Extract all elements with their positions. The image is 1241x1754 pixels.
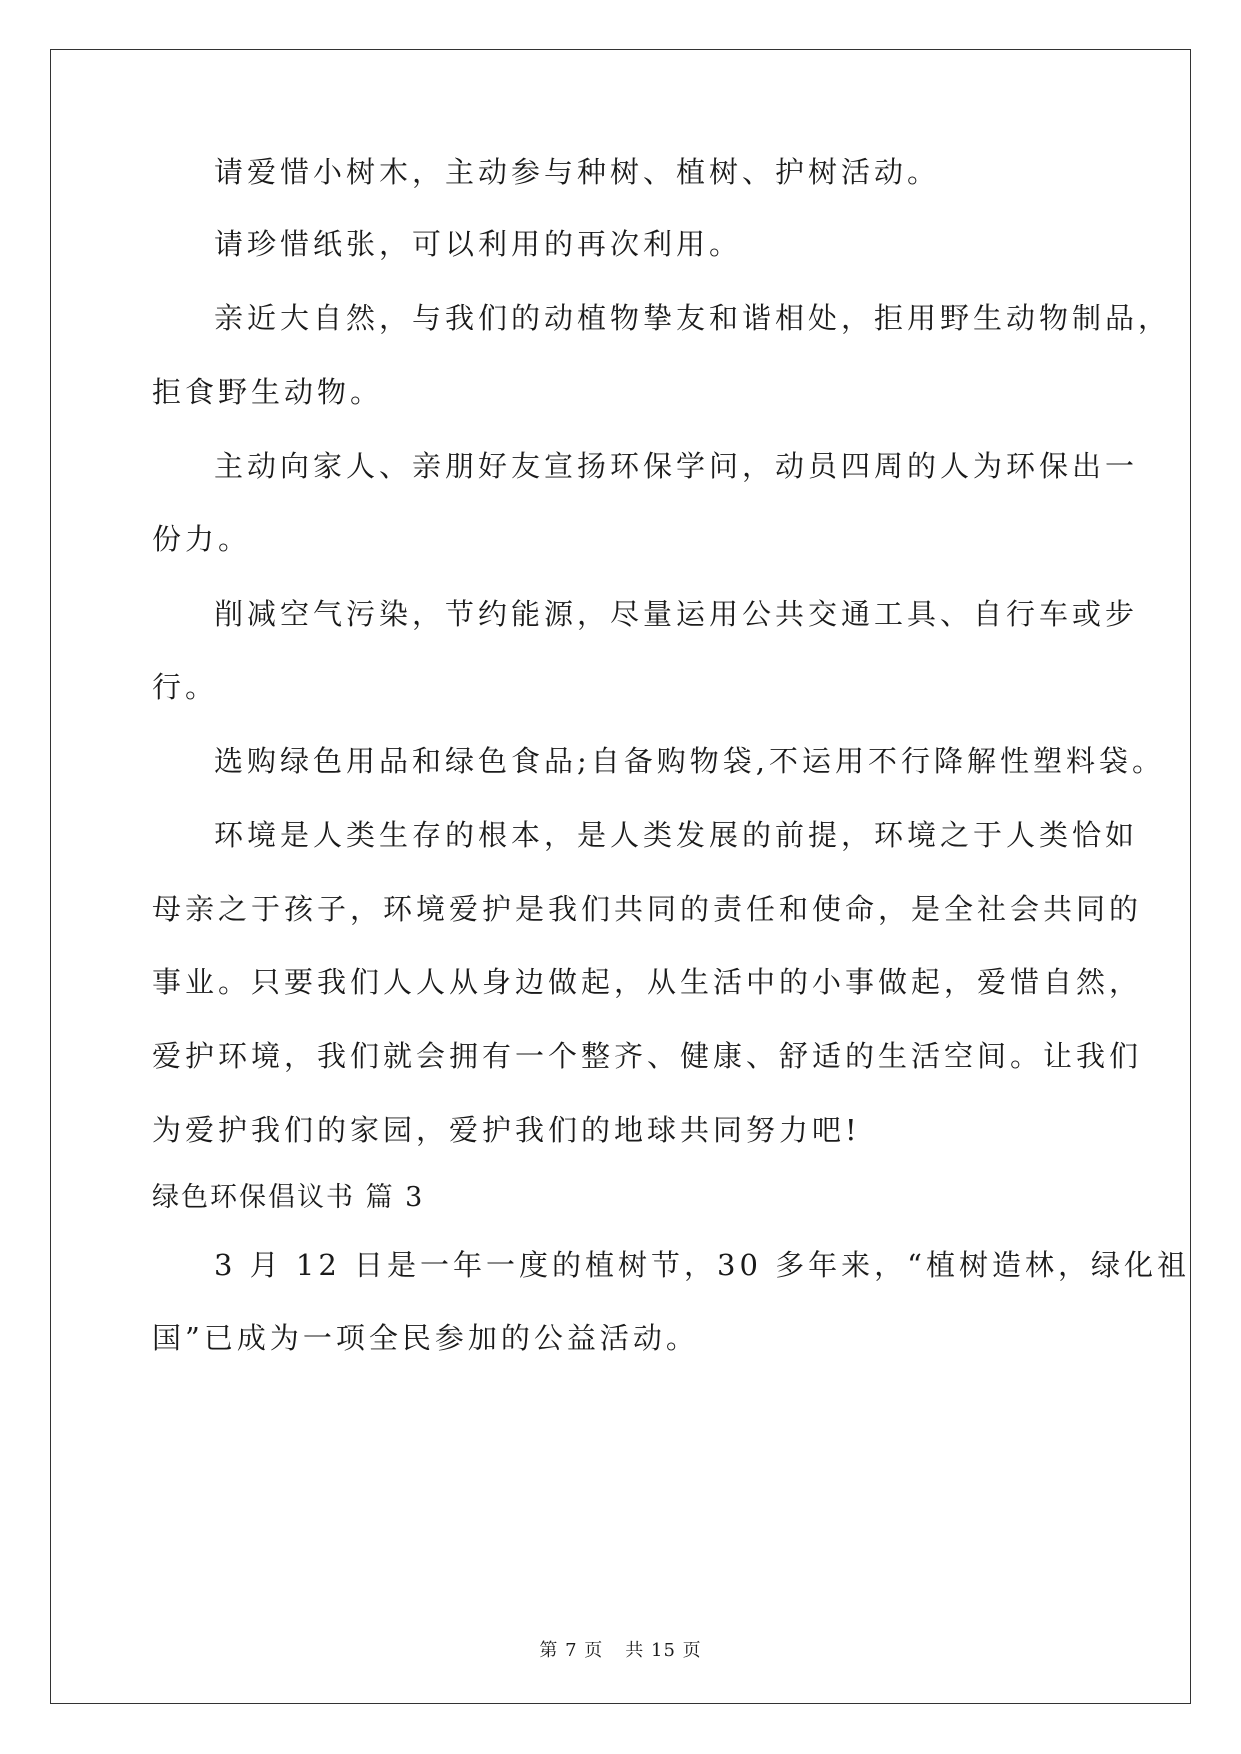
- paragraph-line: 份力。: [152, 522, 252, 556]
- paragraph-line: 3 月 12 日是一年一度的植树节，30 多年来，“植树造林，绿化祖: [214, 1248, 1190, 1282]
- paragraph-line: 拒食野生动物。: [152, 375, 384, 409]
- page-total: 共 15 页: [625, 1640, 702, 1661]
- paragraph-line: 亲近大自然，与我们的动植物挚友和谐相处，拒用野生动物制品，: [214, 301, 1172, 335]
- paragraph-line: 环境是人类生存的根本，是人类发展的前提，环境之于人类恰如: [214, 818, 1139, 852]
- paragraph-line: 主动向家人、亲朋好友宣扬环保学问，动员四周的人为环保出一: [214, 449, 1139, 483]
- paragraph-line: 事业。只要我们人人从身边做起，从生活中的小事做起，爱惜自然，: [152, 965, 1143, 999]
- paragraph-line: 国”已成为一项全民参加的公益活动。: [152, 1321, 699, 1355]
- paragraph-line: 行。: [152, 670, 219, 704]
- page-footer: [0, 1636, 1241, 1662]
- paragraph-line: 为爱护我们的家园，爱护我们的地球共同努力吧!: [152, 1113, 861, 1147]
- page-border: [50, 49, 1191, 1704]
- paragraph-line: 母亲之于孩子，环境爱护是我们共同的责任和使命，是全社会共同的: [152, 892, 1143, 926]
- page-number: 第 7 页: [539, 1640, 604, 1661]
- paragraph-line: 削减空气污染，节约能源，尽量运用公共交通工具、自行车或步: [214, 597, 1139, 631]
- paragraph-line: 爱护环境，我们就会拥有一个整齐、健康、舒适的生活空间。让我们: [152, 1039, 1143, 1073]
- paragraph-line: 选购绿色用品和绿色食品;自备购物袋,不运用不行降解性塑料袋。: [214, 744, 1165, 778]
- paragraph-line: 请珍惜纸张，可以利用的再次利用。: [214, 227, 743, 261]
- paragraph-line: 请爱惜小树木，主动参与种树、植树、护树活动。: [214, 155, 941, 189]
- section-heading: 绿色环保倡议书 篇 3: [152, 1182, 425, 1213]
